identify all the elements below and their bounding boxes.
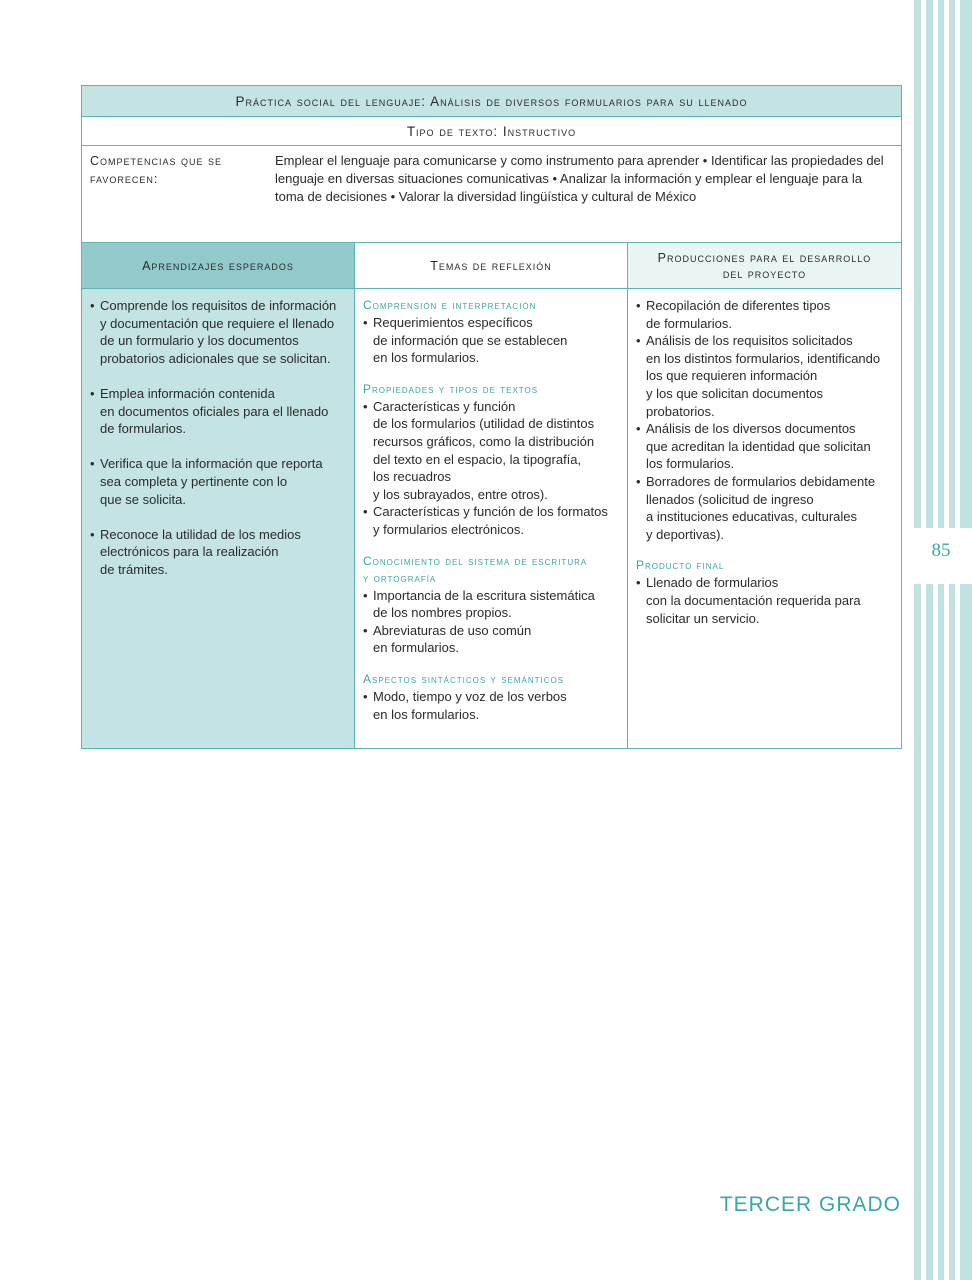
header-aprendizajes: Aprendizajes esperados xyxy=(82,243,355,288)
header-producciones-text: Producciones para el desarrollo del proyecto xyxy=(657,250,872,281)
section-heading: Conocimiento del sistema de escritura y ortografía xyxy=(363,553,588,585)
table-body xyxy=(82,289,901,748)
section-heading: Comprensión e interpretación xyxy=(363,298,537,312)
list-item: • Emplea información contenida en documentos oficiales para el llenado de formularios. xyxy=(90,385,329,437)
competencies-label: Competencias que se favorecen: xyxy=(90,154,222,186)
header-temas: Temas de reflexión xyxy=(355,243,628,288)
column-aprendizajes xyxy=(82,289,355,748)
competencies-row xyxy=(82,146,901,243)
list-item: • Requerimientos específicos de información que se establecen en los formularios. xyxy=(363,315,568,366)
list-item: • Llenado de formularios con la documentación requerida para solicitar un servicio. xyxy=(636,575,861,626)
list-item: • Reconoce la utilidad de los medios electrónicos para la realización de trámites. xyxy=(90,526,301,577)
header-producciones xyxy=(628,243,901,288)
section-heading: Aspectos sintácticos y semánticos xyxy=(363,671,565,686)
list-item: • Importancia de la escritura sistemática de los nombres propios. xyxy=(363,587,595,621)
page-number: 85 xyxy=(931,540,951,561)
competencies-text: Emplear el lenguaje para comunicarse y como instrumento para aprender • Identificar las propiedades del lenguaje en diversas situaciones comunicativas • Analizar la información y emplear el lenguaje para la toma de decisiones • Valorar la diversidad lingüística y cultural de México xyxy=(275,153,884,204)
curriculum-table xyxy=(81,85,902,749)
column-temas xyxy=(355,289,628,748)
list-item: • Modo, tiempo y voz de los verbos en los formularios. xyxy=(363,688,567,722)
list-item: • Verifica que la información que reporta sea completa y pertinente con lo que se solicita. xyxy=(90,456,323,507)
list-item: • Borradores de formularios debidamente llenados (solicitud de ingreso a instituciones educativas, culturales y deportivas). xyxy=(636,473,876,542)
column-producciones xyxy=(628,289,901,748)
list-item: • Abreviaturas de uso común en formularios. xyxy=(363,622,532,656)
text-type: Tipo de texto: Instructivo xyxy=(82,117,901,146)
list-item: • Recopilación de diferentes tipos de formularios. xyxy=(636,298,831,331)
list-item: • Características y función de los formatos y formularios electrónicos. xyxy=(363,504,608,537)
footer-grade: TERCER GRADO xyxy=(719,1193,901,1216)
table-title: Práctica social del lenguaje: Análisis de diversos formularios para su llenado xyxy=(82,86,901,117)
decorative-stripes xyxy=(910,0,972,1280)
list-item: • Análisis de los diversos documentos que acreditan la identidad que solicitan los formularios. xyxy=(636,421,871,472)
list-item: • Comprende los requisitos de información y documentación que requiere el llenado de un formulario y los documentos probatorios adicionales que se solicitan. xyxy=(90,298,337,366)
list-item: • Análisis de los requisitos solicitados en los distintos formularios, identificando los que requieren información y los que solicitan documentos probatorios. xyxy=(636,333,881,419)
section-heading: Producto final xyxy=(636,558,725,573)
section-heading: Propiedades y tipos de textos xyxy=(363,381,539,396)
list-item: • Características y función de los formularios (utilidad de distintos recursos gráficos, como la distribución del texto en el espacio, la tipografía, los recuadros y los subrayados, entre otros). xyxy=(363,398,595,502)
column-headers xyxy=(82,243,901,289)
